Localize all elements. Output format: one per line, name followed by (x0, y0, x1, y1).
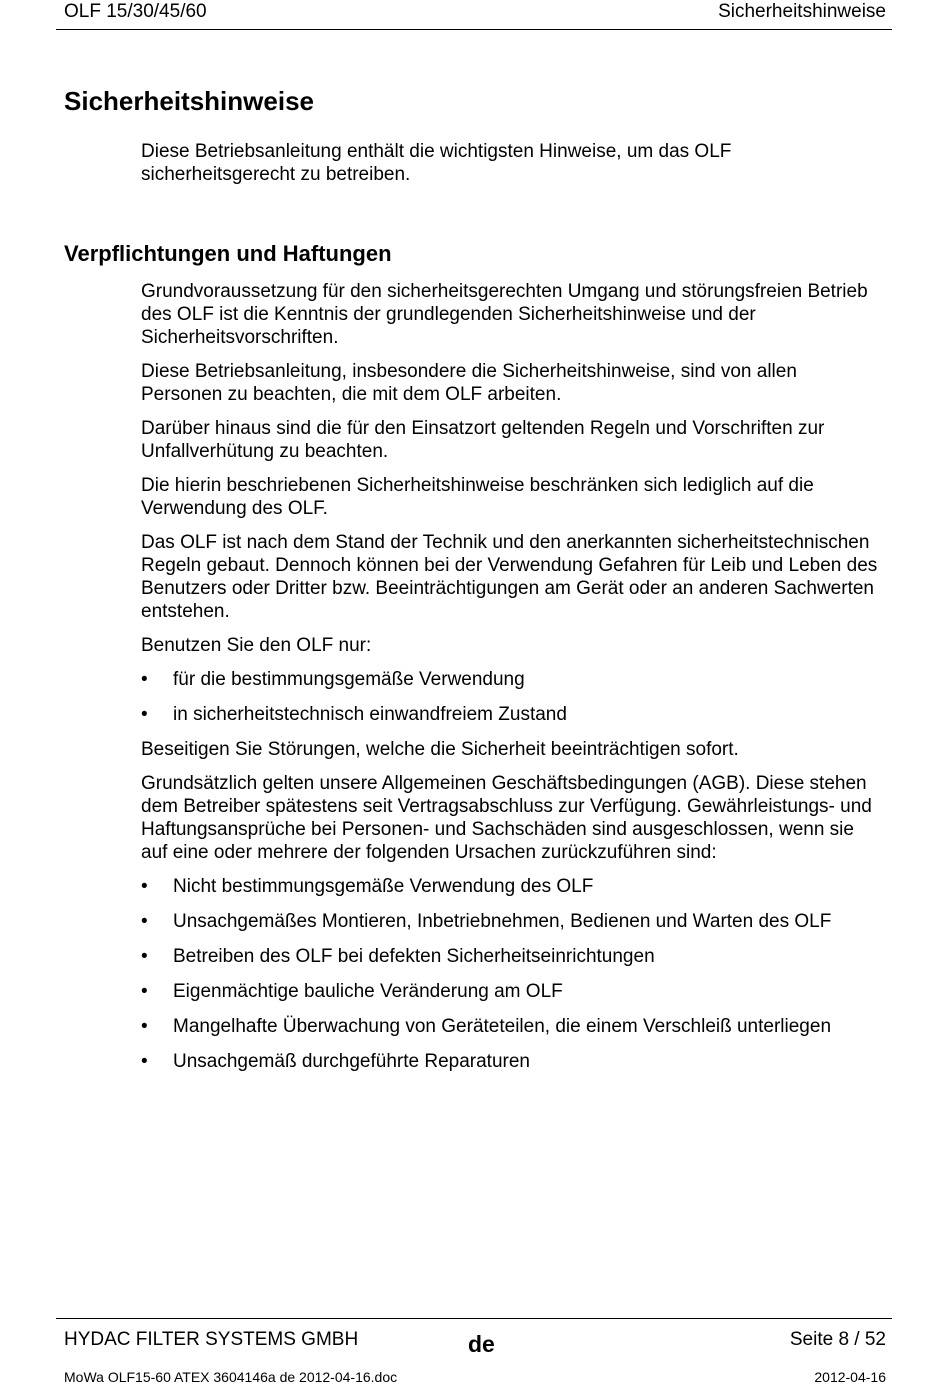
list-item (141, 668, 881, 691)
list-item-text: in sicherheitstechnisch einwandfreiem Zustand (173, 704, 567, 725)
page-footer (56, 1318, 892, 1399)
list-item-text: Unsachgemäßes Montieren, Inbetriebnehmen, Bedienen und Warten des OLF (173, 911, 832, 932)
usage-list (141, 668, 881, 726)
footer-language: de (468, 1331, 495, 1357)
header-product: OLF 15/30/45/60 (64, 1, 207, 22)
subsection-body (141, 280, 881, 1085)
footer-page-number: Seite 8 / 52 (789, 1329, 886, 1350)
paragraph: Diese Betriebsanleitung, insbesondere die Sicherheitshinweise, sind von allen Personen zu beachten, die mit dem OLF arbeiten. (141, 361, 797, 405)
list-item (141, 703, 881, 726)
list-item-text: Unsachgemäß durchgeführte Reparaturen (173, 1051, 530, 1072)
bullet-icon: • (141, 1051, 148, 1072)
subsection-title: Verpflichtungen und Haftungen (64, 241, 392, 266)
footer-company: HYDAC FILTER SYSTEMS GMBH (64, 1329, 359, 1350)
bullet-icon: • (141, 981, 148, 1002)
paragraph: Die hierin beschriebenen Sicherheitshinweise beschränken sich lediglich auf die Verwendung des OLF. (141, 475, 814, 519)
intro-paragraph: Diese Betriebsanleitung enthält die wichtigsten Hinweise, um das OLF sicherheitsgerecht zu betreiben. (141, 141, 732, 185)
footer-document-reference: MoWa OLF15-60 ATEX 3604146a de 2012-04-16.doc (64, 1369, 398, 1385)
list-item (141, 980, 881, 1003)
paragraph: Grundvoraussetzung für den sicherheitsgerechten Umgang und störungsfreien Betrieb des OLF ist die Kenntnis der grundlegenden Sicherheitshinweise und der Sicherheitsvorschriften. (141, 281, 868, 348)
bullet-icon: • (141, 704, 148, 725)
paragraph: Beseitigen Sie Störungen, welche die Sicherheit beeinträchtigen sofort. (141, 739, 739, 760)
list-item (141, 875, 881, 898)
bullet-icon: • (141, 669, 148, 690)
list-item (141, 1050, 881, 1073)
causes-list (141, 875, 881, 1073)
list-item (141, 910, 881, 933)
list-item-text: für die bestimmungsgemäße Verwendung (173, 669, 525, 690)
bullet-icon: • (141, 876, 148, 897)
bullet-icon: • (141, 911, 148, 932)
list-item-text: Betreiben des OLF bei defekten Sicherheitseinrichtungen (173, 946, 655, 967)
section-title: Sicherheitshinweise (64, 86, 314, 116)
list-item-text: Nicht bestimmungsgemäße Verwendung des OLF (173, 876, 594, 897)
page-header (56, 0, 892, 30)
footer-document-date: 2012-04-16 (814, 1369, 886, 1385)
paragraph: Grundsätzlich gelten unsere Allgemeinen Geschäftsbedingungen (AGB). Diese stehen dem Betreiber spätestens seit Vertragsabschluss zur Verfügung. Gewährleistungs- und Haftungsansprüche bei Personen- und Sachschäden sind ausgeschlossen, wenn sie auf eine oder mehrere der folgenden Ursachen zurückzuführen sind: (141, 773, 872, 863)
header-section: Sicherheitshinweise (718, 1, 886, 22)
bullet-icon: • (141, 1016, 148, 1037)
paragraph: Benutzen Sie den OLF nur: (141, 635, 372, 656)
bullet-icon: • (141, 946, 148, 967)
list-item (141, 945, 881, 968)
paragraph: Darüber hinaus sind die für den Einsatzort geltenden Regeln und Vorschriften zur Unfallverhütung zu beachten. (141, 418, 825, 462)
list-item (141, 1015, 881, 1038)
list-item-text: Mangelhafte Überwachung von Geräteteilen, die einem Verschleiß unterliegen (173, 1016, 832, 1037)
paragraph: Das OLF ist nach dem Stand der Technik und den anerkannten sicherheitstechnischen Regeln gebaut. Dennoch können bei der Verwendung Gefahren für Leib und Leben des Benutzers oder Dritter bzw. Beeinträchtigungen am Gerät oder an anderen Sachwerten entstehen. (141, 532, 878, 622)
list-item-text: Eigenmächtige bauliche Veränderung am OLF (173, 981, 563, 1002)
